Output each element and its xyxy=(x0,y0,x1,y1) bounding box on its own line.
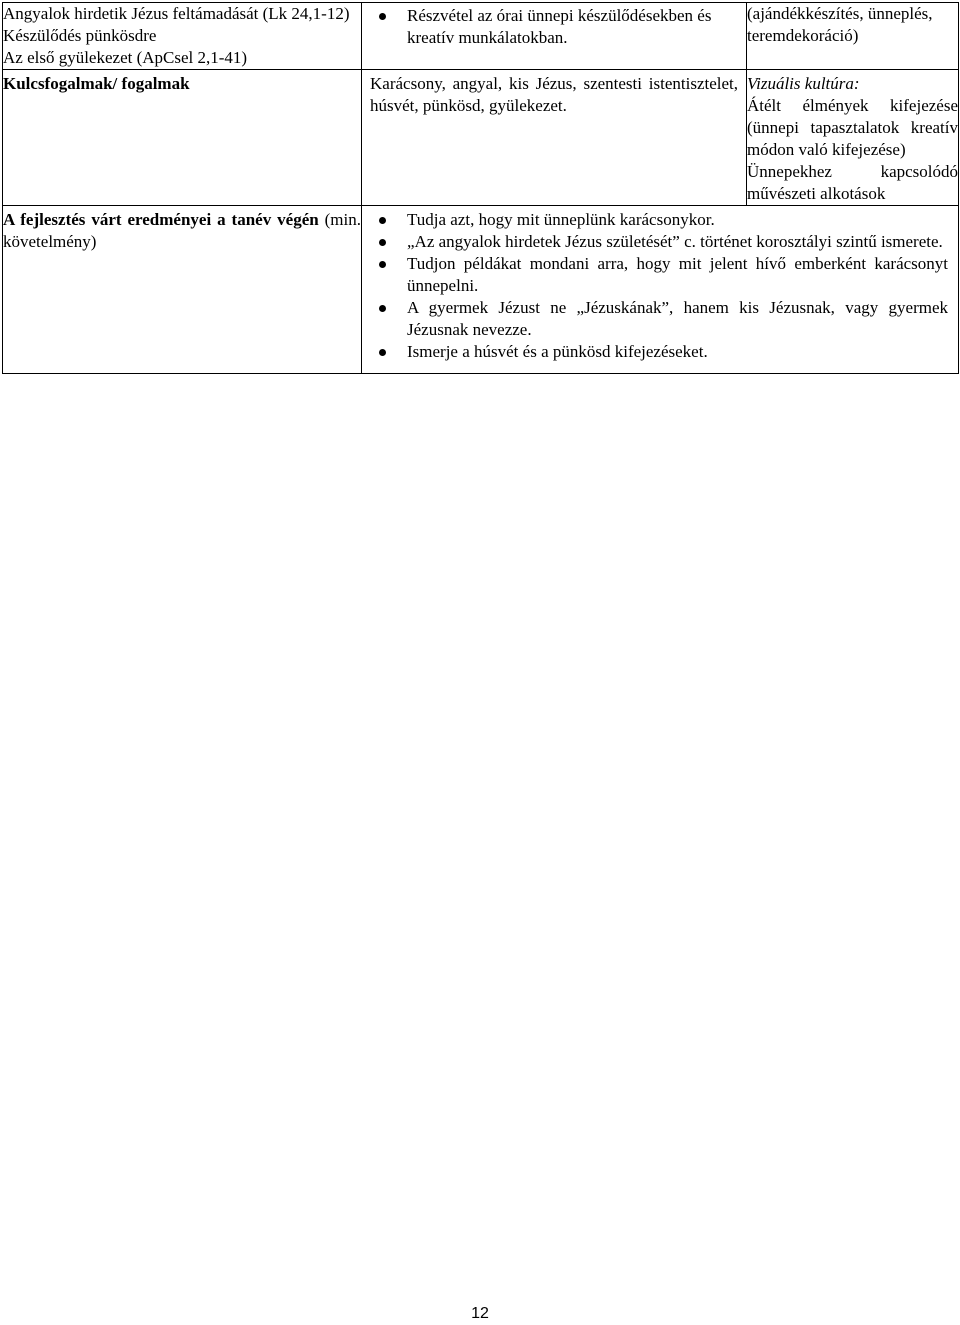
list-item: „Az angyalok hirdetek Jézus születését” c. történet korosztályi szintű ismerete. xyxy=(362,231,948,253)
table-row xyxy=(3,70,959,206)
subject-heading: Vizuális kultúra: xyxy=(747,74,860,93)
connection-text: (ajándékkészítés, ünneplés, teremdekoráció) xyxy=(747,4,933,45)
table-row xyxy=(3,3,959,70)
outcomes-cell xyxy=(362,206,959,374)
row-label-cell xyxy=(3,206,362,374)
connection-text: Ünnepekhez kapcsolódó művészeti alkotások xyxy=(747,162,958,203)
activities-cell xyxy=(362,3,747,70)
key-concepts-text: Karácsony, angyal, kis Jézus, szentesti istentisztelet, húsvét, pünkösd, gyülekezet. xyxy=(370,74,738,115)
list-item: Tudja azt, hogy mit ünneplünk karácsonykor. xyxy=(362,209,948,231)
table-row xyxy=(3,206,959,374)
connection-text: Átélt élmények kifejezése (ünnepi tapasztalatok kreatív módon való kifejezése) xyxy=(747,96,958,159)
bullet-icon xyxy=(379,349,386,356)
page-number: 12 xyxy=(471,1305,489,1322)
list-item: A gyermek Jézust ne „Jézuskának”, hanem kis Jézusnak, vagy gyermek Jézusnak nevezze. xyxy=(362,297,948,341)
topic-line: Készülődés pünkösdre xyxy=(3,26,157,45)
bullet-icon xyxy=(379,239,386,246)
bullet-icon xyxy=(379,13,386,20)
connections-cell xyxy=(747,3,959,70)
topics-cell xyxy=(3,3,362,70)
connections-cell xyxy=(747,70,959,206)
list-item: Tudjon példákat mondani arra, hogy mit jelent hívő emberként karácsonyt ünnepelni. xyxy=(362,253,948,297)
row-label-cell xyxy=(3,70,362,206)
topic-line: Angyalok hirdetik Jézus feltámadását (Lk 24,1-12) xyxy=(3,4,350,23)
curriculum-table xyxy=(2,2,959,374)
bullet-icon xyxy=(379,261,386,268)
list-item: Ismerje a húsvét és a pünkösd kifejezéseket. xyxy=(362,341,948,363)
topic-line: Az első gyülekezet (ApCsel 2,1-41) xyxy=(3,48,248,67)
bullet-icon xyxy=(379,217,386,224)
list-item: Részvétel az órai ünnepi készülődésekben és kreatív munkálatokban. xyxy=(362,5,738,49)
key-concepts-cell xyxy=(362,70,747,206)
outcomes-label: A fejlesztés várt eredményei a tanév végén (min. követelmény) xyxy=(3,210,361,251)
bullet-icon xyxy=(379,305,386,312)
key-concepts-label: Kulcsfogalmak/ fogalmak xyxy=(3,74,190,93)
